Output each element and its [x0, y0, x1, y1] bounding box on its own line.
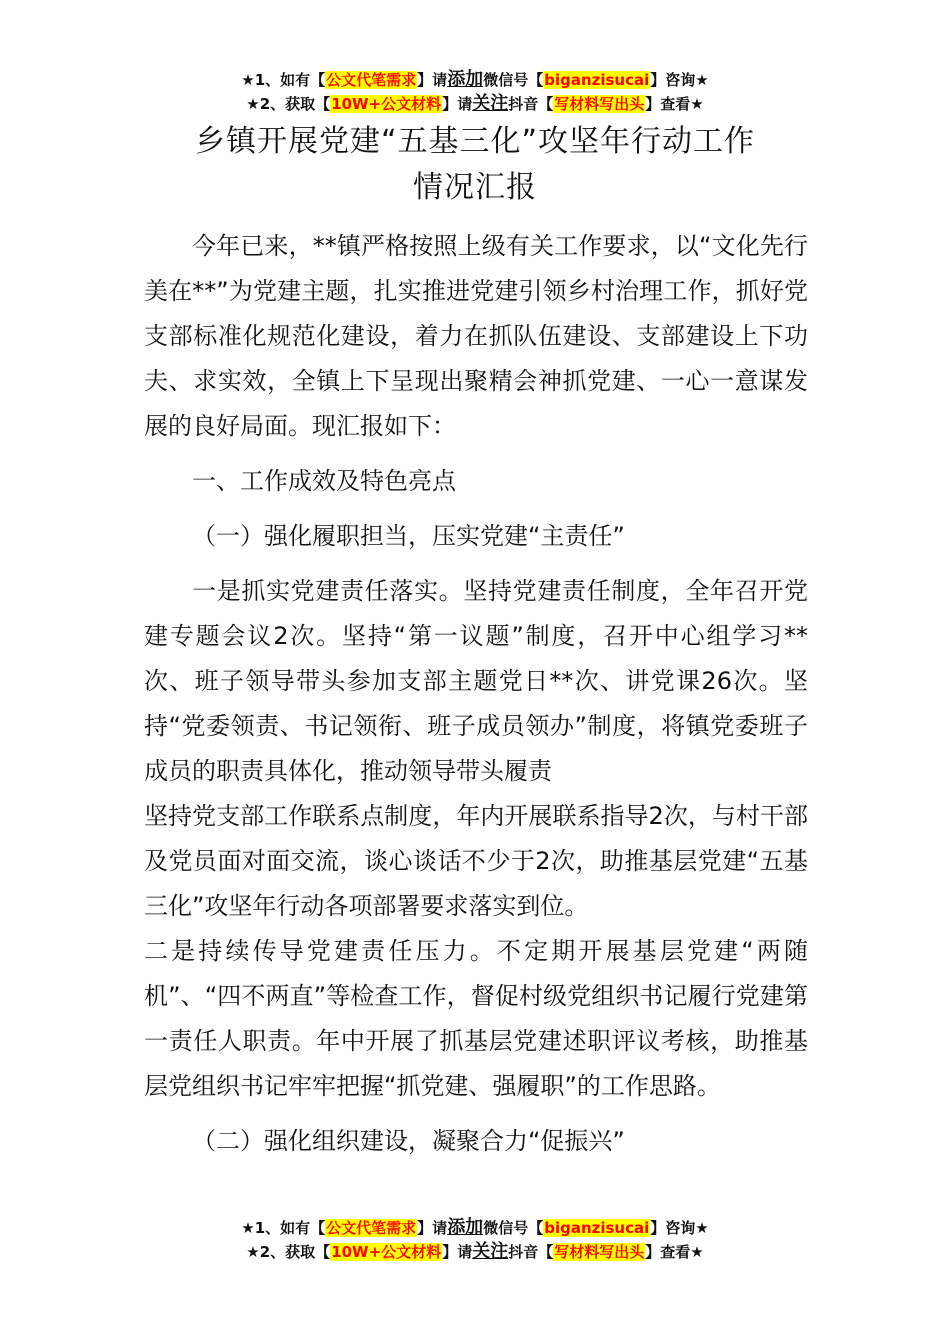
banner-text: ★1、如有【 — [241, 1219, 326, 1237]
body-paragraph: 二是持续传导党建责任压力。不定期开展基层党建“两随机”、“四不两直”等检查工作，督促村级党组织书记履行党建第一责任人职责。年中开展了抓基层党建述职评议考核，助推基层党组织书记牢牢把握“抓党建、强履职”的工作思路。 — [144, 937, 808, 1100]
banner-text: 】查看★ — [645, 95, 704, 113]
bottom-banner — [0, 1216, 950, 1264]
section-heading: 一、工作成效及特色亮点 — [192, 467, 456, 495]
banner-text: 抖音【 — [508, 95, 554, 113]
body-paragraph: 一是抓实党建责任落实。坚持党建责任制度，全年召开党建专题会议2次。坚持“第一议题”制度，召开中心组学习**次、班子领导带头参加支部主题党日**次、讲党课26次。坚持“党委领责、书记领衔、班子成员领办”制度，将镇党委班子成员的职责具体化，推动领导带头履责 — [144, 577, 808, 785]
banner-text: 】咨询★ — [650, 71, 709, 89]
banner-wechat-id: biganzisucai — [544, 71, 650, 89]
top-banner — [0, 68, 950, 116]
banner-line-1 — [0, 68, 950, 92]
banner-douyin-id: 写材料写出头 — [554, 1243, 645, 1261]
banner-line-2 — [0, 92, 950, 116]
banner-emphasis: 添加 — [447, 1217, 484, 1238]
intro-paragraph: 今年已来，**镇严格按照上级有关工作要求，以“文化先行美在**”为党建主题，扎实推进党建引领乡村治理工作，抓好党支部标准化规范化建设，着力在抓队伍建设、支部建设上下功夫、求实效，全镇上下呈现出聚精会神抓党建、一心一意谋发展的良好局面。现汇报如下： — [144, 232, 808, 440]
banner-text: 】请 — [417, 1219, 448, 1237]
banner-text: 】咨询★ — [650, 1219, 709, 1237]
banner-text: ★2、获取【 — [246, 95, 331, 113]
document-title-line-1: 乡镇开展党建“五基三化”攻坚年行动工作 — [194, 124, 756, 159]
banner-text: 】请 — [442, 1243, 473, 1261]
subsection-heading: （一）强化履职担当，压实党建“主责任” — [192, 522, 625, 550]
banner-line-2 — [0, 1240, 950, 1264]
banner-emphasis: 添加 — [447, 69, 484, 90]
banner-emphasis: 关注 — [472, 93, 509, 114]
banner-highlight: 10W+公文材料 — [331, 95, 442, 113]
banner-emphasis: 关注 — [472, 1241, 509, 1262]
banner-line-1 — [0, 1216, 950, 1240]
banner-text: 抖音【 — [508, 1243, 554, 1261]
banner-highlight: 公文代笔需求 — [326, 71, 417, 89]
banner-text: 】查看★ — [645, 1243, 704, 1261]
banner-text: 微信号【 — [483, 1219, 544, 1237]
banner-text: ★2、获取【 — [246, 1243, 331, 1261]
document-body — [144, 224, 808, 1164]
banner-text: 】请 — [442, 95, 473, 113]
banner-wechat-id: biganzisucai — [544, 1219, 650, 1237]
banner-text: 】请 — [417, 71, 448, 89]
banner-text: 微信号【 — [483, 71, 544, 89]
banner-highlight: 公文代笔需求 — [326, 1219, 417, 1237]
document-title-line-2: 情况汇报 — [413, 170, 537, 205]
subsection-heading: （二）强化组织建设，凝聚合力“促振兴” — [192, 1127, 625, 1155]
banner-highlight: 10W+公文材料 — [331, 1243, 442, 1261]
banner-douyin-id: 写材料写出头 — [554, 95, 645, 113]
banner-text: ★1、如有【 — [241, 71, 326, 89]
body-paragraph: 坚持党支部工作联系点制度，年内开展联系指导2次，与村干部及党员面对面交流，谈心谈话不少于2次，助推基层党建“五基三化”攻坚年行动各项部署要求落实到位。 — [144, 802, 808, 920]
